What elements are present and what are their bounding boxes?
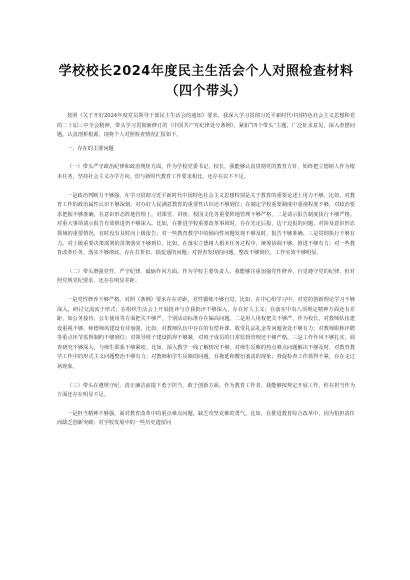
- section-heading-problems: 一、存在的主要问题: [67, 145, 114, 152]
- paragraph-item-2: （二）带头增强党性、严守纪律、砥砺作风方面。作为学校主要负责人，我能够注重加强党性修养，自觉遵守党的纪律，但对照党规党纪要求，还存在明显差距。: [57, 268, 355, 285]
- paragraph-item-2-detail: 一是党性修养不够严格。对照《条例》要求存在差距，党性锻炼不够自觉，比如，在中心组学习中，对党的创新理论学习不够深入，研讨交流流于形式；在组织生活会上开展批评与自我批评不够深入，存在好人主义；在落实中央八项规定精神方面还有差距，如公务接待、公车使用等方面把关不够严，个别活动标准存在偏高问题。二是用人用权把关不够严。作为校长，对教师队伍建设重视不够，师德师风建设有待加强，比如，对教师队伍中存在的有偿补课、收受礼品礼金等问题查处不够有力；对教师职称评聘等重点环节监督制约不够到位；对领导班子建设抓得不够紧，对班子成员的日常监督管理还不够严格。三是工作作风不够扎实。调查研究不够深入，与师生联系不够紧密。比如，深入教学一线了解情况不够，对师生反映的热点难点问题解决不够及时，对教育教学工作中的形式主义问题整治不够有力；对教师和学生反映的问题，有拖延和敷衍塞责的现象；督促检查工作抓得不紧，存在走过场现象。: [57, 296, 355, 371]
- paragraph-item-3: （三）带头在遵规守纪、清正廉洁前提下勇于担当、敢于创新方面。作为教育工作者，我能够按规定开展工作，但在担当作为方面还存在明显不足。: [57, 382, 355, 399]
- paragraph-item-3-detail: 一是担当精神不够强。面对教育改革中的重点难点问题，缺乏攻坚克难的勇气。比如，在推进教育综合改革中，因为怕担责任而缺乏创新突破；对学校发展中的一些历史遗留问: [57, 410, 355, 427]
- paragraph-item-1: （一）带头严守政治纪律和政治规矩方面。作为学校党委书记、校长，我能够认真贯彻党的教育方针，始终把立德树人作为根本任务，坚持社会主义办学方向，但与新时代教育工作要求相比，还存在以下不足。: [57, 164, 355, 180]
- document-subtitle: （四个带头）: [165, 84, 247, 99]
- paragraph-item-1-detail: 一是政治判断力不够强。在学习贯彻习近平新时代中国特色社会主义思想特别是关于教育的重要论述上用力不够，比如，对教育工作的政治属性认识不够深刻，对办好人民满意教育的重要性认识还不够到位；在制定学校重要制度中重视程度不够，对政治要求把握不够准确，在意识形态阵地管理上，对课堂、讲座、校园文化等重要阵地管理不够严格，二是请示报告制度执行不够严格。对重大事项请示报告有效推进仍不够深入。比如，在推进学校重要改革事项时，存在先定后报、边干边报的问题，对涉及意识形态领域的重要情况，有时没有及时向上级报告；对一些教育教学中的倾向性问题发现不够及时，报告不够准确。三是贯彻执行不够有力。对上级重要决策部署的贯彻落实不够到位，比如，在落实立德树人根本任务过程中，统筹协调不够，推进不够有力；对一些教育改革任务，落实不够彻底，存在打折扣、搞变通的问题；对督查发现的问题，整改不够到位，工作实效不够明显。: [57, 192, 355, 257]
- document-title: 学校校长2024年度民主生活会个人对照检查材料: [58, 64, 354, 79]
- paragraph-intro: 按照《关于开好2024年度党员领导干部民主生活会的通知》要求，我深入学习贯彻习近平新时代中国特色社会主义思想和党的二十届三中全会精神，带头学习贯彻新修订的《中国共产党纪律处分条例》，紧扣“四个带头”主题，广泛征求意见，深入查摆问题，认真剖析根源，现将个人对照检查情况汇报如下。: [57, 113, 355, 139]
